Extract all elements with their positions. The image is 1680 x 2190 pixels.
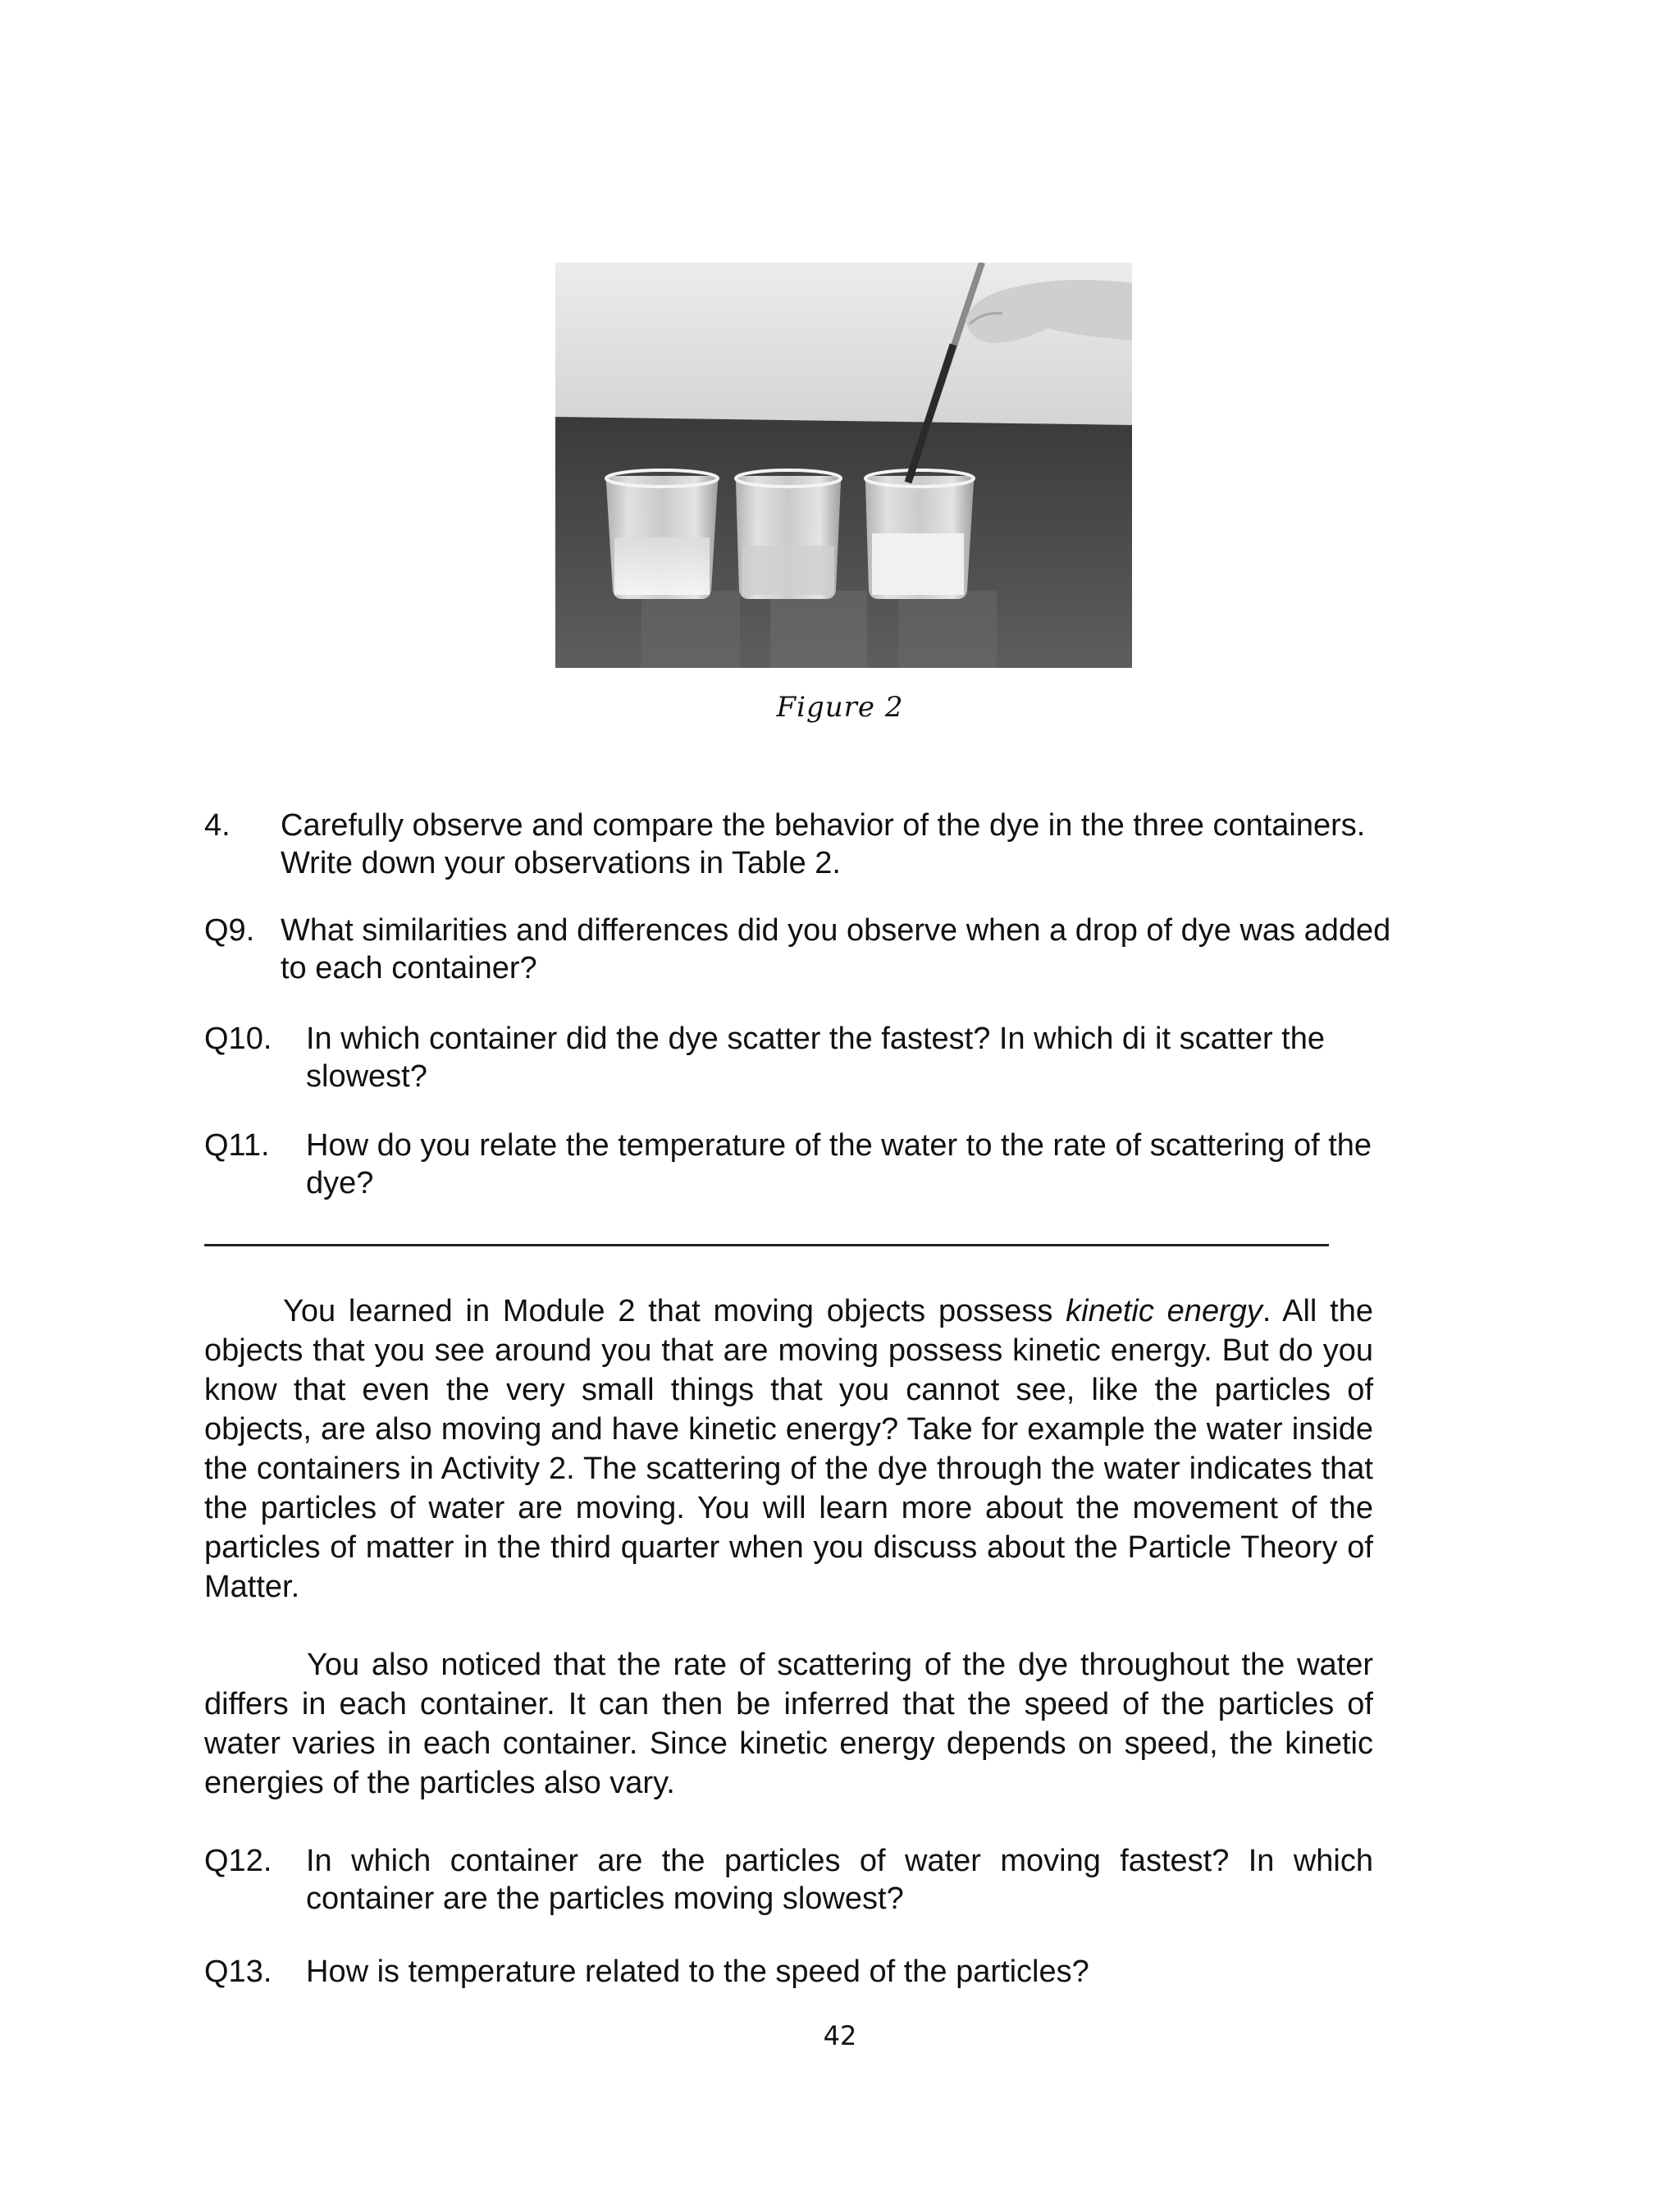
page-number: 42 xyxy=(823,2020,857,2051)
question-number: Q11. xyxy=(204,1128,270,1163)
question-number: Q13. xyxy=(204,1955,272,1989)
beakers-illustration xyxy=(555,263,1132,668)
figure-caption: Figure 2 xyxy=(776,691,904,724)
section-divider xyxy=(204,1244,1329,1246)
question-text: What similarities and differences did you observe when a drop of dye was added to each container? xyxy=(281,913,1391,985)
paragraph-scattering-rate xyxy=(204,1645,1373,1803)
question-number: Q12. xyxy=(204,1844,272,1878)
beaker-middle xyxy=(736,470,842,599)
paragraph-text-end: . All the objects that you see around you that are moving possess kinetic energy. But do you know that even the very small things that you cannot see, like the particles of objects, are also moving and have kinetic energy? Take for example the water inside the containers in Activity 2. The scattering of the dye through the water indicates that the particles of water are moving. You will learn more about the movement of the particles of matter in the third quarter when you discuss about the Particle Theory of Matter. xyxy=(204,1294,1373,1604)
step-text: Carefully observe and compare the behavior of the dye in the three containers. Write down your observations in Table 2. xyxy=(281,808,1366,880)
question-text: How do you relate the temperature of the water to the rate of scattering of the dye? xyxy=(306,1128,1372,1200)
step-number: 4. xyxy=(204,808,231,843)
question-number: Q10. xyxy=(204,1022,272,1056)
question-text: In which container did the dye scatter the fastest? In which di it scatter the slowest? xyxy=(306,1022,1325,1094)
paragraph-emphasis: kinetic energy xyxy=(1066,1294,1262,1328)
paragraph-text: You also noticed that the rate of scattering of the dye throughout the water differs in each container. It can then be inferred that the speed of the particles of water varies in each container. Since kinetic energy depends on speed, the kinetic energies of the particles also vary. xyxy=(204,1648,1373,1800)
beakers-photo xyxy=(555,263,1132,668)
beaker-left xyxy=(606,470,719,599)
paragraph-text-start: You learned in Module 2 that moving objects possess xyxy=(283,1294,1066,1328)
paragraph-kinetic-energy xyxy=(204,1292,1373,1607)
question-text: In which container are the particles of water moving fastest? In which container are the particles moving slowest? xyxy=(306,1844,1373,1916)
question-text: How is temperature related to the speed of the particles? xyxy=(306,1955,1089,1989)
question-number: Q9. xyxy=(204,913,255,948)
beaker-right xyxy=(865,470,975,599)
